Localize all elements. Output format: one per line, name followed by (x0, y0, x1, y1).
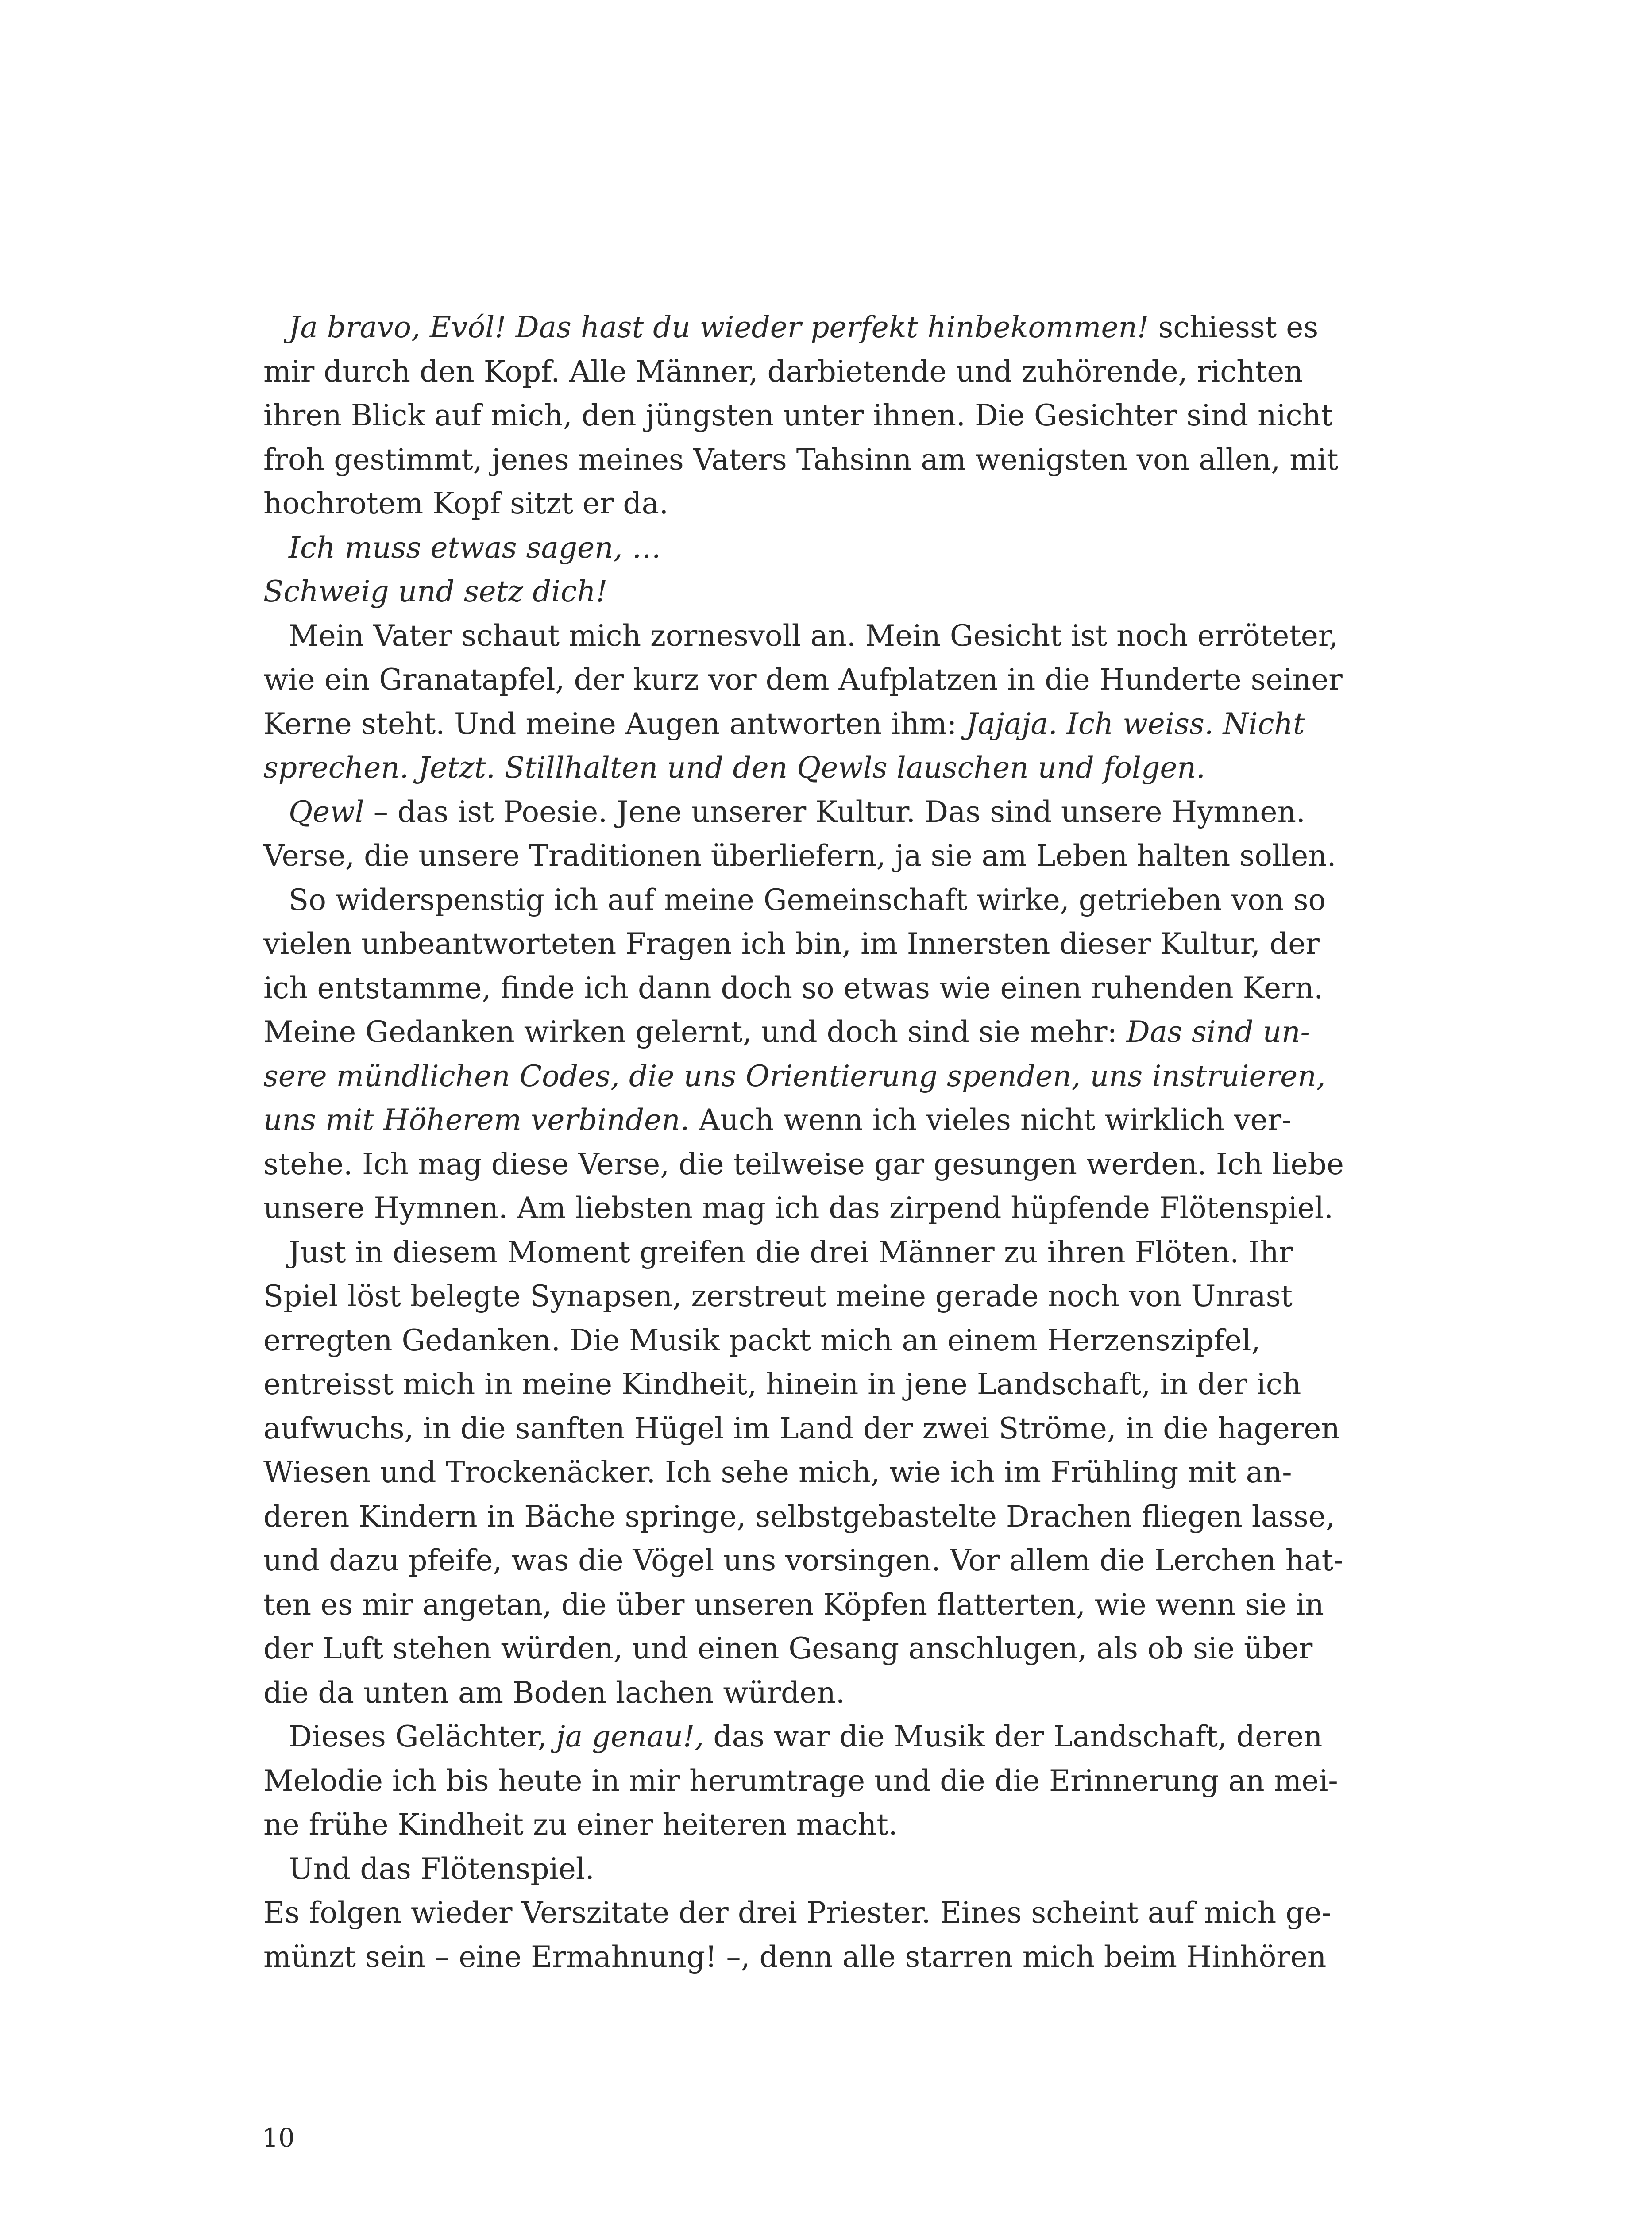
text-line (263, 1230, 1293, 1275)
text-line (263, 834, 1336, 878)
text-run: froh gestimmt, jenes meines Vaters Tahsinn am wenigsten von allen, mit (263, 442, 1339, 477)
text-line (263, 393, 1333, 438)
text-line (263, 1319, 1261, 1363)
text-line (263, 438, 1339, 482)
text-run: vielen unbeantworteten Fragen ich bin, im Innersten dieser Kultur, der (263, 927, 1320, 961)
text-run: ihren Blick auf mich, den jüngsten unter ihnen. Die Gesichter sind nicht (263, 398, 1333, 432)
text-line (263, 1274, 1293, 1319)
text-line (263, 1142, 1344, 1187)
text-run: wie ein Granatapfel, der kurz vor dem Aufplatzen in die Hunderte seiner (263, 663, 1343, 697)
text-run: erregten Gedanken. Die Musik packt mich an einem Herzenszipfel, (263, 1323, 1261, 1357)
text-line (263, 878, 1326, 922)
text-line (263, 1759, 1338, 1803)
text-run: stehe. Ich mag diese Verse, die teilweise gar gesungen werden. Ich liebe (263, 1147, 1344, 1181)
page-number: 10 (262, 2123, 295, 2153)
text-run: Mein Vater schaut mich zornesvoll an. Mein Gesicht ist noch erröteter, (289, 618, 1339, 653)
text-run: Dieses Gelächter, (289, 1720, 556, 1754)
text-line (263, 746, 1253, 790)
text-line (263, 1715, 1323, 1759)
text-line (263, 658, 1343, 702)
italic-text-run: Schweig und setz dich! (263, 574, 608, 609)
text-line (263, 966, 1324, 1010)
italic-text-run: sprechen. Jetzt. Stillhalten und den Qewls lauschen und folgen. (263, 751, 1205, 785)
text-run: entreisst mich in meine Kindheit, hinein in jene Landschaft, in der ich (263, 1367, 1301, 1401)
text-run: Melodie ich bis heute in mir herumtrage und die die Erinnerung an mei- (263, 1763, 1338, 1798)
text-line (263, 350, 1303, 394)
text-run: schiesst es (1149, 310, 1319, 344)
text-line (263, 922, 1320, 966)
italic-text-run: Jajaja. Ich weiss. Nicht (966, 706, 1305, 741)
italic-text-run: uns mit Höherem verbinden. (263, 1103, 690, 1137)
text-run: unsere Hymnen. Am liebsten mag ich das zirpend hüpfende Flötenspiel. (263, 1191, 1333, 1225)
text-line (263, 1583, 1324, 1627)
text-line (263, 1186, 1333, 1230)
text-run: ich entstamme, finde ich dann doch so etwas wie einen ruhenden Kern. (263, 971, 1324, 1005)
italic-text-run: Ja bravo, Evól! Das hast du wieder perfekt hinbekommen! (289, 310, 1149, 344)
text-run: Und das Flötenspiel. (289, 1851, 594, 1886)
text-line (263, 1671, 1253, 1715)
text-line (263, 1847, 1253, 1891)
text-run: ne frühe Kindheit zu einer heiteren macht. (263, 1808, 898, 1842)
text-line (263, 1495, 1335, 1539)
text-line (263, 1098, 1292, 1142)
italic-text-run: Ich muss etwas sagen, … (289, 530, 661, 565)
text-line (263, 790, 1305, 834)
text-line (263, 1450, 1292, 1495)
text-run: mir durch den Kopf. Alle Männer, darbietende und zuhörende, richten (263, 354, 1303, 389)
text-line (263, 1538, 1343, 1583)
text-line (263, 482, 1253, 526)
text-run: Meine Gedanken wirken gelernt, und doch sind sie mehr: (263, 1015, 1127, 1049)
text-line (263, 1407, 1340, 1451)
text-line (263, 526, 1253, 570)
text-run: aufwuchs, in die sanften Hügel im Land der zwei Ströme, in die hageren (263, 1411, 1340, 1446)
text-run: das war die Musik der Landschaft, deren (704, 1720, 1323, 1754)
text-run: hochrotem Kopf sitzt er da. (263, 486, 669, 520)
text-run: So widerspenstig ich auf meine Gemeinschaft wirke, getrieben von so (289, 883, 1326, 917)
italic-text-run: sere mündlichen Codes, die uns Orientierung spenden, uns instruieren, (263, 1059, 1326, 1093)
text-run: Verse, die unsere Traditionen überliefern, ja sie am Leben halten sollen. (263, 839, 1336, 873)
italic-text-run: Das sind un- (1126, 1015, 1310, 1049)
text-line (263, 1627, 1313, 1671)
text-run: die da unten am Boden lachen würden. (263, 1675, 845, 1710)
text-run: deren Kindern in Bäche springe, selbstgebastelte Drachen fliegen lasse, (263, 1499, 1335, 1534)
text-run: Wiesen und Trockenäcker. Ich sehe mich, wie ich im Frühling mit an- (263, 1455, 1292, 1489)
italic-text-run: Qewl (289, 794, 364, 829)
text-line (263, 702, 1305, 746)
text-line (263, 614, 1339, 658)
text-line (263, 1935, 1327, 1979)
text-run: Auch wenn ich vieles nicht wirklich ver- (689, 1103, 1292, 1137)
text-run: der Luft stehen würden, und einen Gesang anschlugen, als ob sie über (263, 1631, 1313, 1666)
text-line (263, 1054, 1326, 1099)
text-line (263, 1010, 1310, 1054)
text-run: und dazu pfeife, was die Vögel uns vorsingen. Vor allem die Lerchen hat- (263, 1543, 1343, 1577)
text-line (263, 1891, 1332, 1935)
text-line (263, 305, 1319, 350)
text-run: Es folgen wieder Verszitate der drei Priester. Eines scheint auf mich ge- (263, 1896, 1332, 1930)
text-line (263, 1803, 1253, 1847)
text-run: Just in diesem Moment greifen die drei Männer zu ihren Flöten. Ihr (289, 1235, 1293, 1269)
text-line (263, 1362, 1301, 1407)
text-run: ten es mir angetan, die über unseren Köpfen flatterten, wie wenn sie in (263, 1587, 1324, 1622)
italic-text-run: ja genau!, (556, 1720, 704, 1754)
text-run: Kerne steht. Und meine Augen antworten ihm: (263, 706, 966, 741)
text-line (263, 570, 1253, 614)
text-run: Spiel löst belegte Synapsen, zerstreut meine gerade noch von Unrast (263, 1279, 1293, 1313)
text-run: – das ist Poesie. Jene unserer Kultur. Das sind unsere Hymnen. (364, 794, 1305, 829)
text-run: münzt sein – eine Ermahnung! –, denn alle starren mich beim Hinhören (263, 1939, 1327, 1974)
body-text (263, 305, 1344, 1979)
